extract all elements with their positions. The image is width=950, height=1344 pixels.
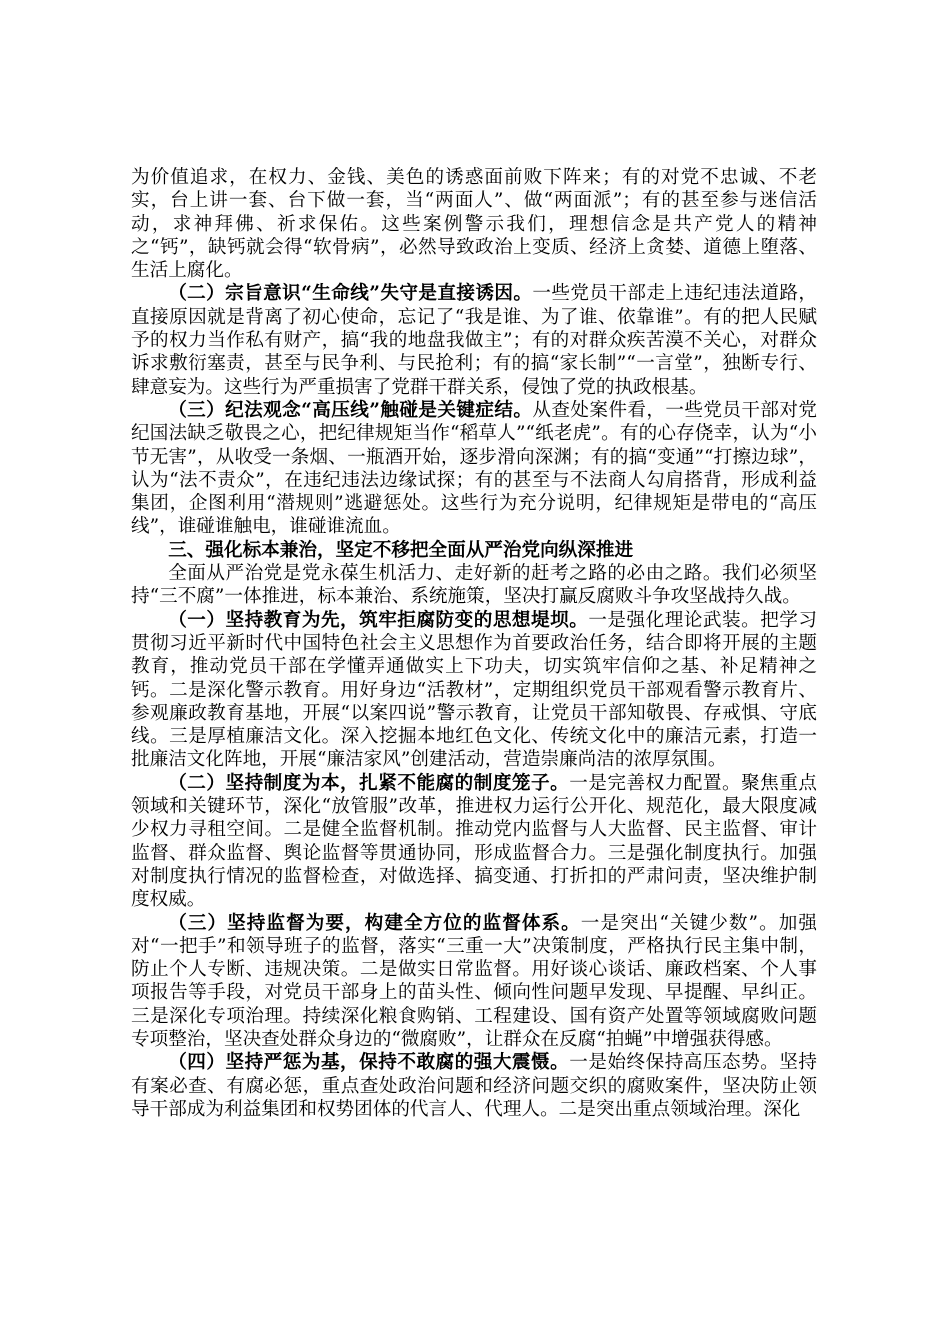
section-heading-3: 三、强化标本兼治，坚定不移把全面从严治党向纵深推进 — [168, 539, 634, 561]
paragraph-6 — [131, 609, 817, 772]
paragraph-8-text: 一是突出“关键少数”。加强对“一把手”和领导班子的监督，落实“三重一大”决策制度，严格执行民主集中制，防止个人专断、违规决策。二是做实日常监督。用好谈心谈话、廉政档案、个人事项报告等手段，对党员干部身上的苗头性、倾向性问题早发现、早提醒、早纠正。三是深化专项治理。持续深化粮食购销、工程建设、国有资产处置等领域腐败问题专项整治，坚决查处群众身边的“微腐败”，让群众在反腐“拍蝇”中增强获得感。 — [131, 912, 817, 1050]
paragraph-3-text: 从查处案件看，一些党员干部对党纪国法缺乏敬畏之心，把纪律规矩当作“稻草人”“纸老虎”。有的心存侥幸，认为“小节无害”，从收受一条烟、一瓶酒开始，逐步滑向深渊；有的搞“变通”“打擦边球”，认为“法不责众”，在违纪违法边缘试探；有的甚至与不法商人勾肩搭背，形成利益集团，企图利用“潜规则”逃避惩处。这些行为充分说明，纪律规矩是带电的“高压线”，谁碰谁触电，谁碰谁流血。 — [131, 399, 817, 538]
paragraph-3 — [131, 399, 817, 539]
paragraph-8 — [131, 912, 817, 1052]
paragraph-3-heading: （三）纪法观念“高压线”触碰是关键症结。 — [168, 399, 533, 421]
paragraph-7 — [131, 772, 817, 912]
paragraph-2-heading: （二）宗旨意识“生命线”失守是直接诱因。 — [168, 283, 533, 305]
paragraph-5 — [131, 562, 817, 609]
paragraph-6-heading: （一）坚持教育为先，筑牢拒腐防变的思想堤坝。 — [168, 609, 589, 631]
paragraph-1-text: 为价值追求，在权力、金钱、美色的诱惑面前败下阵来；有的对党不忠诚、不老实，台上讲一套、台下做一套，当“两面人”、做“两面派”；有的甚至参与迷信活动，求神拜佛、祈求保佑。这些案例警示我们，理想信念是共产党人的精神之“钙”，缺钙就会得“软骨病”，必然导致政治上变质、经济上贪婪、道德上堕落、生活上腐化。 — [131, 167, 817, 282]
paragraph-5-text: 全面从严治党是党永葆生机活力、走好新的赶考之路的必由之路。我们必须坚持“三不腐”一体推进，标本兼治、系统施策，坚决打赢反腐败斗争攻坚战持久战。 — [131, 563, 817, 608]
paragraph-8-heading: （三）坚持监督为要，构建全方位的监督体系。 — [168, 912, 581, 934]
paragraph-1 — [131, 166, 817, 282]
paragraph-9-text: 一是始终保持高压态势。坚持有案必查、有腐必惩，重点查处政治问题和经济问题交织的腐败案件，坚决防止领导干部成为利益集团和权势团体的代言人、代理人。二是突出重点领域治理。深化 — [131, 1052, 817, 1120]
paragraph-9 — [131, 1051, 817, 1121]
paragraph-2 — [131, 282, 817, 398]
paragraph-7-heading: （二）坚持制度为本，扎紧不能腐的制度笼子。 — [168, 772, 570, 794]
paragraph-2-text: 一些党员干部走上违纪违法道路，直接原因就是背离了初心使命，忘记了“我是谁、为了谁、依靠谁”。有的把人民赋予的权力当作私有财产，搞“我的地盘我做主”；有的对群众疾苦漠不关心，对群众诉求敷衍塞责，甚至与民争利、与民抢利；有的搞“家长制”“一言堂”，独断专行、肆意妄为。这些行为严重损害了党群干群关系，侵蚀了党的执政根基。 — [131, 283, 817, 398]
paragraph-6-text: 一是强化理论武装。把学习贯彻习近平新时代中国特色社会主义思想作为首要政治任务，结合即将开展的主题教育，推动党员干部在学懂弄通做实上下功夫，切实筑牢信仰之基、补足精神之钙。二是深化警示教育。用好身边“活教材”，定期组织党员干部观看警示教育片、参观廉政教育基地，开展“以案四说”警示教育，让党员干部知敬畏、存戒惧、守底线。三是厚植廉洁文化。深入挖掘本地红色文化、传统文化中的廉洁元素，打造一批廉洁文化阵地，开展“廉洁家风”创建活动，营造崇廉尚洁的浓厚氛围。 — [131, 609, 817, 771]
paragraph-7-text: 一是完善权力配置。聚焦重点领域和关键环节，深化“放管服”改革，推进权力运行公开化、规范化，最大限度减少权力寻租空间。二是健全监督机制。推动党内监督与人大监督、民主监督、审计监督、群众监督、舆论监督等贯通协同，形成监督合力。三是强化制度执行。加强对制度执行情况的监督检查，对做选择、搞变通、打折扣的严肃问责，坚决维护制度权威。 — [131, 772, 817, 911]
document-body — [131, 166, 817, 1121]
paragraph-9-heading: （四）坚持严惩为基，保持不敢腐的强大震慑。 — [168, 1052, 570, 1074]
